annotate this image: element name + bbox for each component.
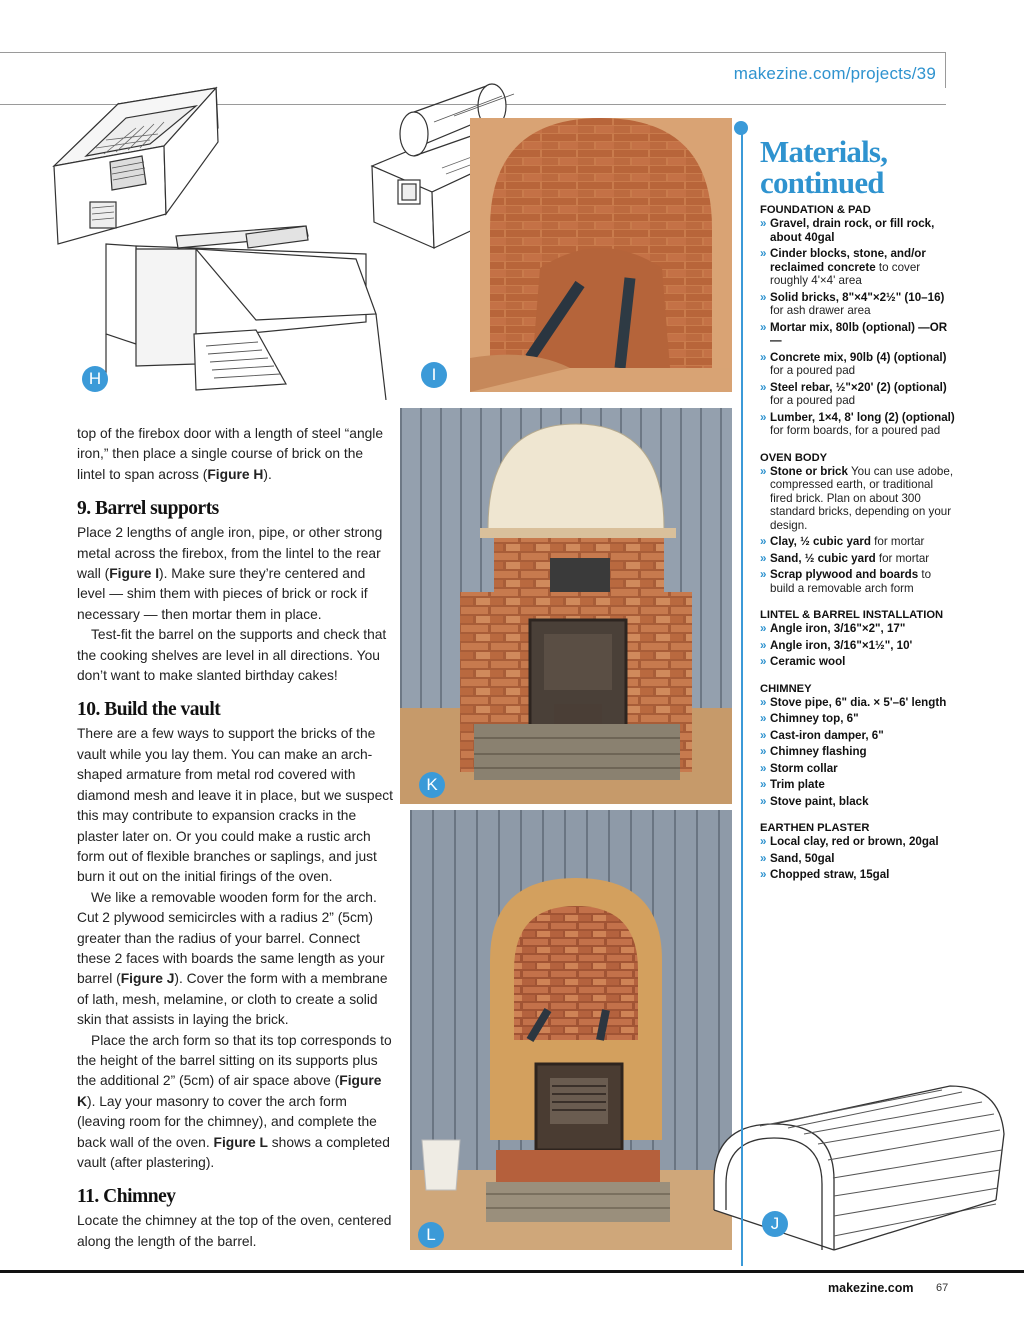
- chimney-heading: CHIMNEY: [760, 682, 812, 695]
- page-number: 67: [936, 1282, 949, 1294]
- material-item: » Lumber, 1×4, 8' long (2) (optional) for form boards, for a poured pad: [760, 410, 955, 437]
- section-9-title: 9. Barrel supports: [77, 498, 219, 520]
- material-item: » Angle iron, 3/16"×1½", 10': [760, 638, 913, 652]
- material-item: » Gravel, drain rock, or fill rock, about 40gal: [760, 217, 935, 244]
- figure-k-badge: K: [419, 772, 445, 798]
- material-item: » Stove pipe, 6" dia. × 5'–6' length: [760, 695, 947, 709]
- material-item: » Chimney top, 6": [760, 712, 859, 725]
- section-9-paragraph-1: Place 2 lengths of angle iron, pipe, or other strong metal across the firebox, from the lintel to the rear wall (Figure I). Make sure they’re centered and level — shim them with pieces of brick or rock if necessary — then mortar them in place.: [77, 525, 383, 622]
- article-column: [77, 424, 393, 1252]
- material-item: » Ceramic wool: [760, 655, 846, 668]
- material-item: » Solid bricks, 8"×4"×2½" (10–16) for ash drawer area: [760, 290, 945, 317]
- earthen-plaster-heading: EARTHEN PLASTER: [760, 822, 870, 834]
- section-11-title: 11. Chimney: [77, 1186, 176, 1208]
- material-item: » Trim plate: [760, 778, 825, 791]
- figure-i-photo: [470, 118, 732, 392]
- oven-body-heading: OVEN BODY: [760, 451, 828, 464]
- figure-j-badge: J: [762, 1211, 788, 1237]
- footer-rule: [0, 1270, 1024, 1273]
- header-right-rule: [945, 52, 946, 88]
- material-item: » Local clay, red or brown, 20gal: [760, 835, 939, 848]
- section-10-paragraph-1: There are a few ways to support the bricks of the vault while you lay them. You can make an arch-shaped armature from metal rod covered with diamond mesh and leave it in place, but we suspect this may contribute to expansion cracks in the plaster later on. Or you could make a rustic arch form out of flexible branches or saplings, and just burn it out on the initial firings of the oven.: [77, 726, 393, 885]
- section-10-paragraph-2: We like a removable wooden form for the arch. Cut 2 plywood semicircles with a radius 2” (5cm) greater than the radius of your barrel. Connect these 2 faces with boards the same length as your barrel (Figure J). Cover the form with a membrane of lath, mesh, melamine, or cloth to create a solid skin that assists in laying the brick.: [77, 889, 388, 1028]
- sidebar-rule: [741, 131, 743, 1266]
- figure-h-badge: H: [82, 366, 108, 392]
- lintel-heading: LINTEL & BARREL INSTALLATION: [760, 609, 944, 621]
- figure-i-badge: I: [421, 362, 447, 388]
- intro-paragraph: top of the firebox door with a length of steel “angle iron,” then place a single course of brick on the lintel to span across (Figure H).: [77, 426, 384, 482]
- figure-l-badge: L: [418, 1222, 444, 1248]
- material-item: » Angle iron, 3/16"×2", 17": [760, 622, 906, 635]
- sidebar-dot: [734, 121, 748, 135]
- material-item: » Clay, ½ cubic yard for mortar: [760, 535, 925, 548]
- figure-j-sketch: [700, 1080, 1016, 1264]
- material-item: » Chimney flashing: [760, 745, 867, 758]
- figure-h-sketch: [46, 84, 396, 400]
- footer-site: makezine.com: [828, 1281, 914, 1295]
- header-top-rule: [0, 52, 946, 53]
- material-item: » Scrap plywood and boards to build a removable arch form: [760, 568, 932, 595]
- material-item: » Chopped straw, 15gal: [760, 868, 890, 881]
- material-item: » Sand, 50gal: [760, 851, 835, 865]
- material-item: » Concrete mix, 90lb (4) (optional) for a poured pad: [760, 350, 947, 377]
- figure-k-photo: [400, 408, 732, 804]
- material-item: » Steel rebar, ½"×20' (2) (optional) for a poured pad: [760, 380, 947, 407]
- materials-title: Materials, continued: [760, 134, 888, 200]
- material-item: » Stone or brick You can use adobe, compressed earth, or traditional fired brick. Plan on about 300 standard bricks, depending on your design.: [760, 464, 954, 532]
- figure-l-photo: [410, 810, 732, 1250]
- material-item: » Mortar mix, 80lb (optional) —OR—: [760, 320, 948, 347]
- foundation-heading: FOUNDATION & PAD: [760, 204, 871, 216]
- section-10-paragraph-3: Place the arch form so that its top corresponds to the height of the barrel sitting on its supports plus the additional 2” (5cm) of air space above (Figure K). Lay your masonry to cover the arch form (leaving room for the chimney), and complete the back wall of the oven. Figure L shows a completed vault (after plastering).: [77, 1032, 392, 1170]
- section-9-paragraph-2: Test-fit the barrel on the supports and check that the cooking shelves are level in all directions. You don’t want to make slanted birthday cakes!: [77, 627, 387, 684]
- header-url: makezine.com/projects/39: [733, 64, 936, 83]
- section-10-title: 10. Build the vault: [77, 699, 221, 721]
- material-item: » Sand, ½ cubic yard for mortar: [760, 551, 930, 565]
- material-item: » Stove paint, black: [760, 794, 869, 808]
- section-11-paragraph-1: Locate the chimney at the top of the oven, centered along the length of the barrel.: [77, 1213, 392, 1249]
- material-item: » Cast-iron damper, 6": [760, 728, 884, 742]
- materials-sidebar: [760, 136, 956, 885]
- material-item: » Cinder blocks, stone, and/or reclaimed concrete to cover roughly 4'×4' area: [760, 247, 926, 287]
- material-item: » Storm collar: [760, 761, 838, 775]
